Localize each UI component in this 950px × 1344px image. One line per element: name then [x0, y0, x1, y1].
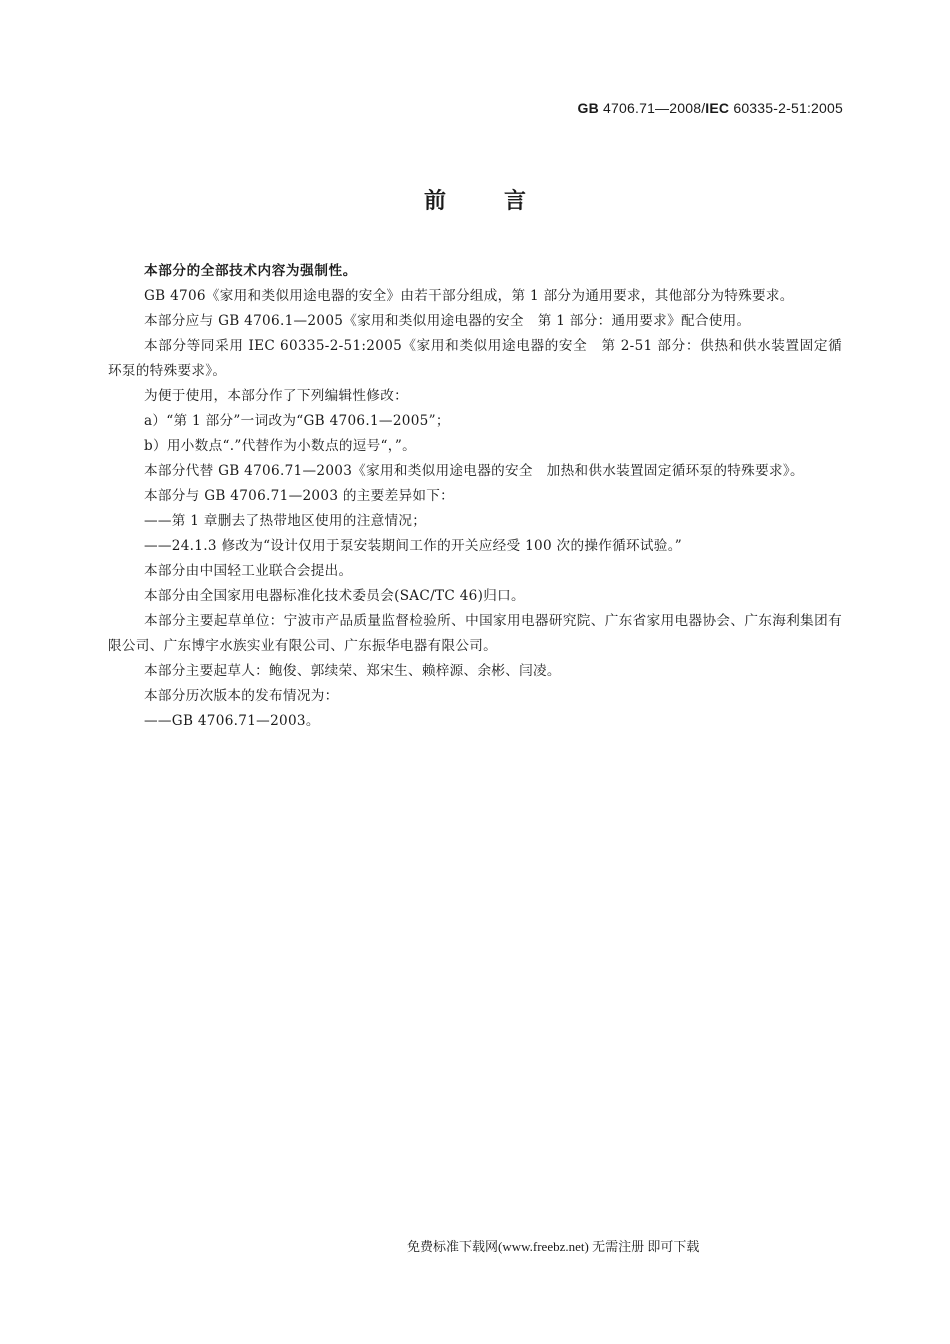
paragraph-drafters: 本部分主要起草人：鲍俊、郭续荣、郑宋生、赖梓源、余彬、闫凌。	[144, 663, 561, 679]
code-iec-number: 60335-2-51:2005	[729, 100, 843, 116]
list-item-b: b）用小数点“.”代替作为小数点的逗号“，”。	[144, 438, 417, 454]
paragraph-editorial-intro: 为便于使用，本部分作了下列编辑性修改：	[144, 388, 408, 404]
list-item-a: a）“第 1 部分”一词改为“GB 4706.1—2005”；	[144, 413, 450, 429]
standard-code-header	[578, 100, 843, 116]
paragraph-differences-intro: 本部分与 GB 4706.71—2003 的主要差异如下：	[144, 488, 455, 504]
difference-item-2: ——24.1.3 修改为“设计仅用于泵安装期间工作的开关应经受 100 次的操作循环试验。”	[144, 538, 683, 554]
code-bold-iec: IEC	[705, 100, 730, 116]
code-bold-gb: GB	[577, 100, 599, 116]
difference-item-1: ——第 1 章删去了热带地区使用的注意情况；	[144, 513, 427, 529]
history-item: ——GB 4706.71—2003。	[144, 713, 320, 729]
paragraph-equivalent: 本部分等同采用 IEC 60335-2-51:2005《家用和类似用途电器的安全 第 2-51 部分：供热和供水装置固定循环泵的特殊要求》。	[108, 338, 842, 379]
page-title: 前言	[423, 189, 584, 214]
paragraph-proposed-by: 本部分由中国轻工业联合会提出。	[144, 563, 353, 579]
foreword-body	[108, 259, 842, 734]
paragraph-use-with: 本部分应与 GB 4706.1—2005《家用和类似用途电器的安全 第 1 部分：通用要求》配合使用。	[144, 313, 751, 329]
paragraph-centralized-by: 本部分由全国家用电器标准化技术委员会(SAC/TC 46)归口。	[144, 588, 525, 604]
paragraph-replaces: 本部分代替 GB 4706.71—2003《家用和类似用途电器的安全 加热和供水装置固定循环泵的特殊要求》。	[144, 463, 804, 479]
paragraph-history-intro: 本部分历次版本的发布情况为：	[144, 688, 339, 704]
download-footer: 免费标准下载网(www.freebz.net) 无需注册 即可下载	[407, 1239, 700, 1254]
paragraph-structure: GB 4706《家用和类似用途电器的安全》由若干部分组成，第 1 部分为通用要求，其他部分为特殊要求。	[144, 288, 794, 304]
mandatory-statement: 本部分的全部技术内容为强制性。	[144, 263, 357, 279]
paragraph-drafting-units: 本部分主要起草单位：宁波市产品质量监督检验所、中国家用电器研究院、广东省家用电器协会、广东海利集团有限公司、广东博宇水族实业有限公司、广东振华电器有限公司。	[108, 613, 842, 654]
code-number: 4706.71—2008/	[598, 100, 706, 116]
